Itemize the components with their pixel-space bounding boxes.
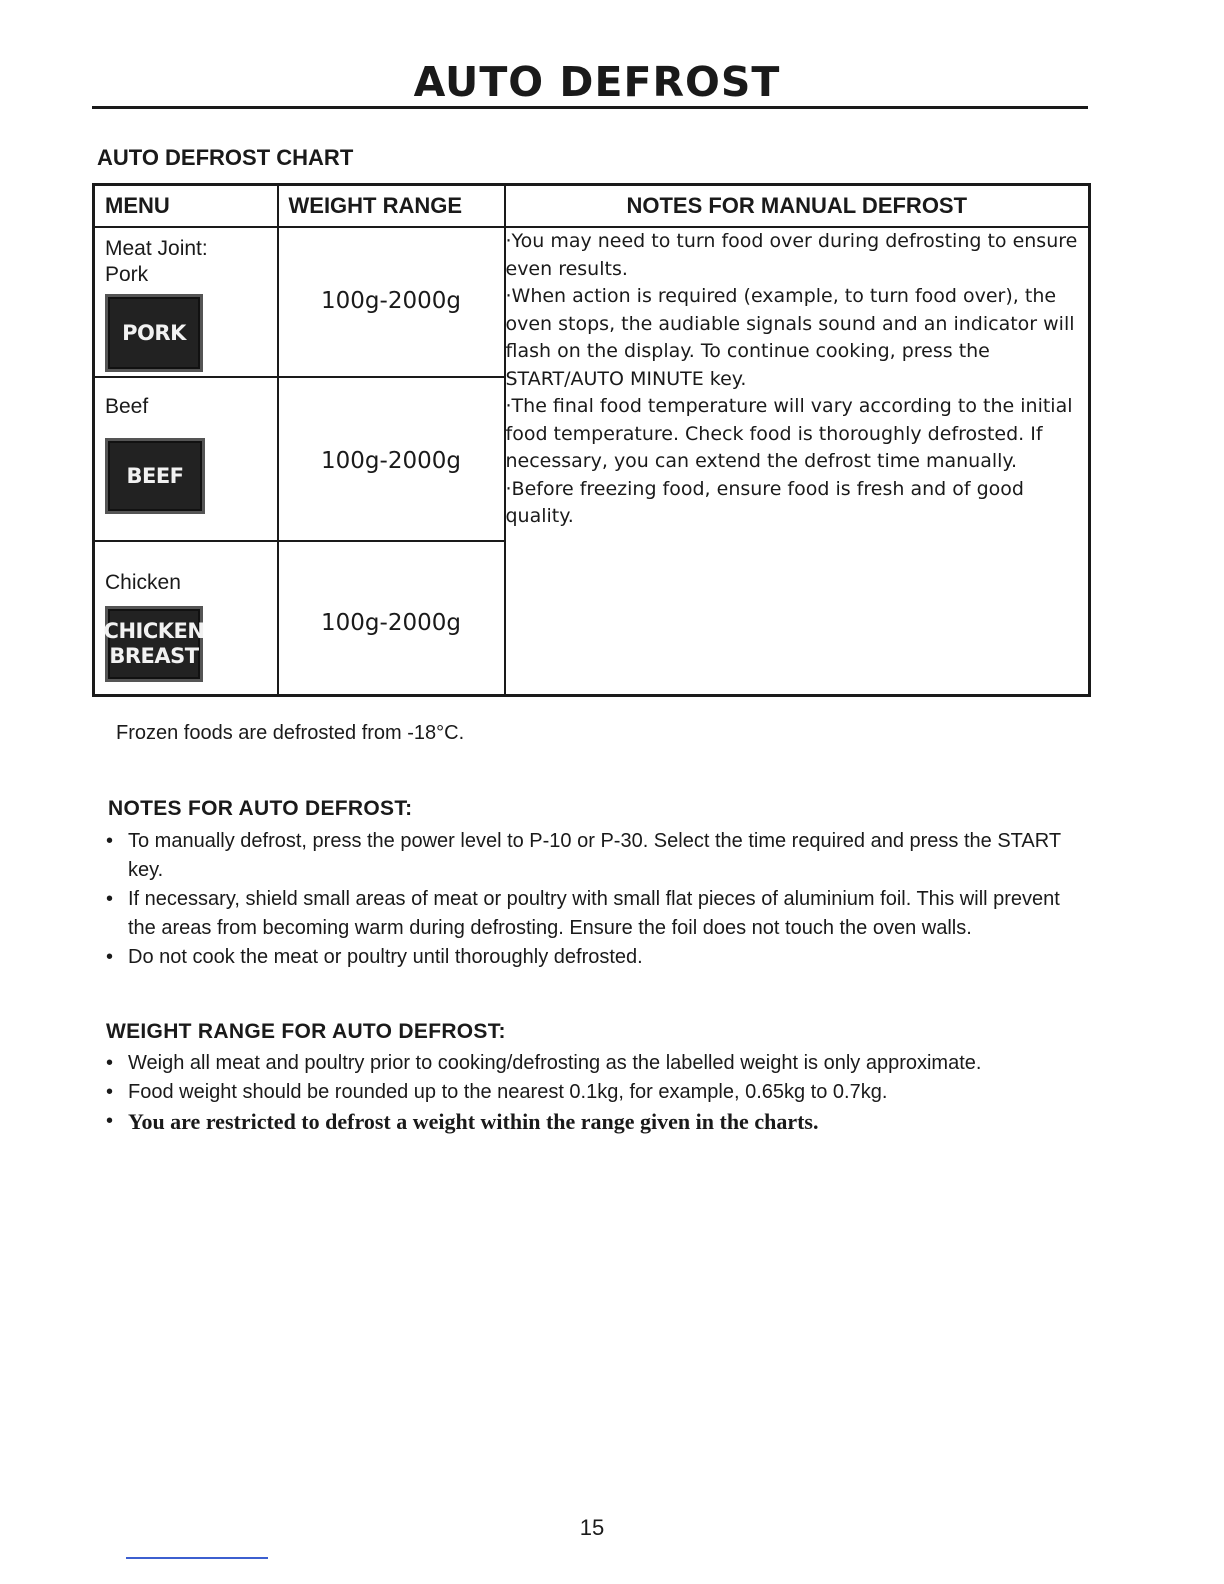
list-item-text: Do not cook the meat or poultry until thoroughly defrosted. (128, 946, 643, 968)
beef-key-label: BEEF (126, 463, 184, 488)
chicken-key-label-line2: BREAST (109, 644, 199, 668)
menu-label: Meat Joint: Pork (105, 237, 208, 286)
weight-cell (278, 541, 505, 695)
weight-range: 100g-2000g (321, 448, 461, 474)
auto-notes-heading: NOTES FOR AUTO DEFROST: (108, 797, 413, 820)
column-header-notes: NOTES FOR MANUAL DEFROST (505, 185, 1090, 228)
menu-cell-beef (94, 377, 278, 541)
footer-link-line (126, 1557, 268, 1559)
weight-notes-list (106, 1049, 1086, 1138)
manual-note: ·Before freezing food, ensure food is fresh and of good quality. (505, 477, 1024, 527)
manual-note: ·You may need to turn food over during defrosting to ensure even results. (505, 230, 1078, 280)
title-underline (92, 106, 1088, 109)
weight-range: 100g-2000g (321, 288, 461, 314)
chicken-breast-key (105, 606, 203, 682)
list-item-text: Food weight should be rounded up to the nearest 0.1kg, for example, 0.65kg to 0.7kg. (128, 1081, 888, 1103)
auto-defrost-chart (92, 183, 1091, 697)
weight-range: 100g-2000g (321, 610, 461, 636)
bullet-icon: • (106, 1052, 114, 1074)
table-row (94, 227, 1090, 377)
menu-cell-pork (94, 227, 278, 377)
column-header-menu: MENU (94, 185, 278, 228)
pork-key-label: PORK (122, 320, 186, 345)
list-item-text: If necessary, shield small areas of meat or poultry with small flat pieces of aluminium foil. This will prevent the areas from becoming warm during defrosting. Ensure the foil does not touch the oven walls. (128, 888, 1060, 939)
list-item (106, 1107, 1086, 1138)
page-title: AUTO DEFROST (413, 58, 781, 106)
chicken-key-label-line1: CHICKEN (103, 619, 205, 643)
list-item-text: Weigh all meat and poultry prior to cooking/defrosting as the labelled weight is only approximate. (128, 1052, 982, 1074)
manual-defrost-notes (505, 227, 1090, 695)
frozen-note: Frozen foods are defrosted from -18°C. (116, 722, 465, 744)
list-item-text: To manually defrost, press the power level to P-10 or P-30. Select the time required and press the START key. (128, 830, 1061, 881)
list-item (106, 1049, 1086, 1078)
list-item (106, 1078, 1086, 1107)
beef-key (105, 438, 205, 514)
bullet-icon: • (106, 830, 114, 852)
weight-notes-heading: WEIGHT RANGE FOR AUTO DEFROST: (106, 1020, 506, 1043)
manual-note: ·The final food temperature will vary according to the initial food temperature. Check food is thoroughly defrosted. If necessary, you can extend the defrost time manually. (505, 395, 1073, 472)
weight-cell (278, 377, 505, 541)
bullet-icon: • (106, 946, 114, 968)
bullet-icon: • (106, 1110, 114, 1132)
page-number: 15 (579, 1515, 605, 1540)
list-item (106, 885, 1074, 943)
auto-notes-list (106, 827, 1074, 972)
list-item (106, 827, 1074, 885)
column-header-weight: WEIGHT RANGE (278, 185, 505, 228)
list-item (106, 943, 1074, 972)
pork-key (105, 294, 203, 372)
manual-note: ·When action is required (example, to turn food over), the oven stops, the audiable signals sound and an indicator will flash on the display. To continue cooking, press the START/AUTO MINUTE key. (505, 285, 1075, 390)
menu-cell-chicken (94, 541, 278, 695)
weight-cell (278, 227, 505, 377)
bullet-icon: • (106, 888, 114, 910)
chart-heading: AUTO DEFROST CHART (97, 145, 354, 170)
list-item-text: You are restricted to defrost a weight within the range given in the charts. (128, 1109, 819, 1134)
menu-label: Chicken (105, 571, 181, 594)
bullet-icon: • (106, 1081, 114, 1103)
menu-label: Beef (105, 395, 149, 418)
